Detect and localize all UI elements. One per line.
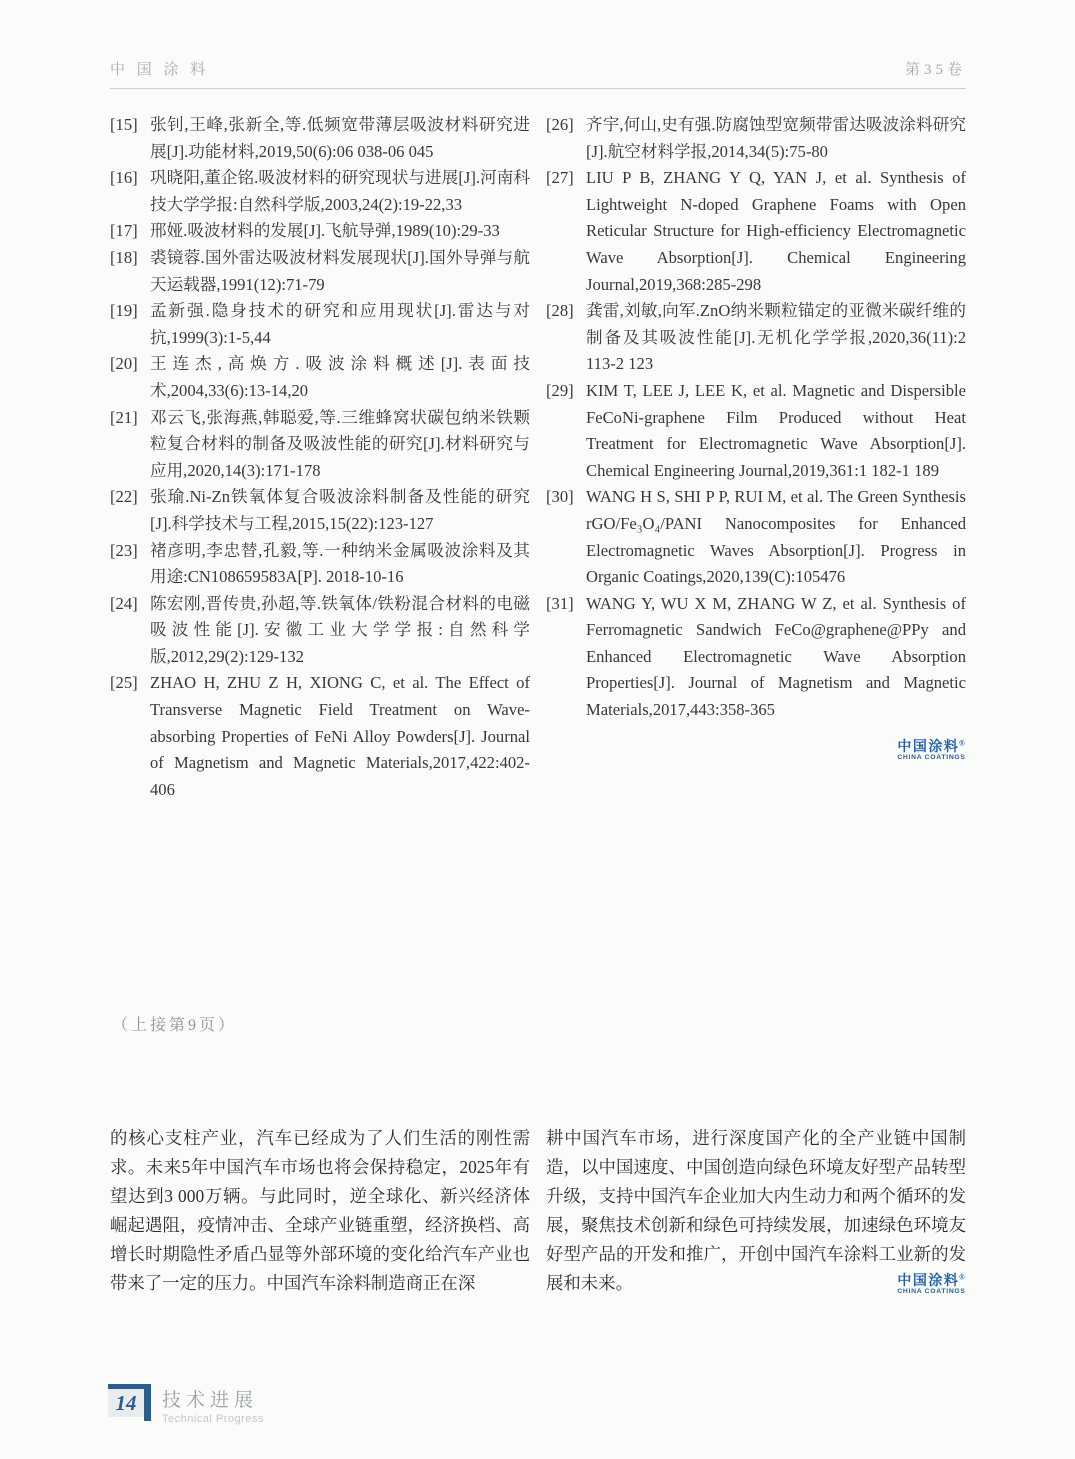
reference-text: 邓云飞,张海燕,韩聪爱,等.三维蜂窝状碳包纳米铁颗粒复合材料的制备及吸波性能的研究[J].材料研究与应用,2020,14(3):171-178 — [150, 407, 530, 480]
registered-mark: ® — [959, 1274, 966, 1282]
journal-title: 中 国 涂 料 — [110, 62, 210, 78]
section-title-en: Technical Progress — [162, 1413, 264, 1425]
page-footer — [108, 1384, 264, 1425]
continued-from-note: （上接第9页） — [112, 1017, 238, 1034]
reference-number: [19] — [110, 301, 138, 321]
reference-item — [110, 538, 530, 591]
volume-label: 第35卷 — [904, 62, 966, 78]
reference-number: [18] — [110, 247, 138, 267]
page-number: 14 — [115, 1390, 137, 1415]
registered-mark: ® — [959, 740, 966, 747]
reference-text: 裘镜蓉.国外雷达吸波材料发展现状[J].国外导弹与航天运载器,1991(12):71-79 — [150, 247, 530, 294]
reference-item — [546, 591, 966, 724]
logo-cn-text: 中国涂料® — [897, 737, 966, 754]
reference-item — [110, 405, 530, 485]
reference-item — [546, 112, 966, 165]
body-column-right — [546, 1124, 966, 1298]
reference-number: [31] — [546, 593, 574, 613]
reference-item — [110, 484, 530, 537]
reference-number: [23] — [110, 540, 138, 560]
reference-item — [546, 165, 966, 298]
page-header — [110, 58, 966, 89]
footer-section-labels — [162, 1384, 264, 1425]
reference-item — [546, 298, 966, 378]
article-body — [110, 1124, 966, 1298]
reference-number: [20] — [110, 354, 138, 374]
page-number-badge — [108, 1384, 152, 1421]
china-coatings-logo — [897, 738, 966, 762]
reference-item — [546, 484, 966, 590]
reference-number: [17] — [110, 221, 138, 241]
reference-number: [26] — [546, 115, 574, 134]
reference-text: 张钊,王峰,张新全,等.低频宽带薄层吸波材料研究进展[J].功能材料,2019,50(6):06 038-06 045 — [150, 115, 530, 161]
reference-text: 齐宇,何山,史有强.防腐蚀型宽频带雷达吸波涂料研究[J].航空材料学报,2014,34(5):75-80 — [586, 115, 966, 161]
reference-text: 褚彦明,李忠替,孔毅,等.一种纳米金属吸波涂料及其用途:CN108659583A[P]. 2018-10-16 — [150, 540, 530, 587]
reference-item — [110, 351, 530, 404]
reference-text: WANG Y, WU X M, ZHANG W Z, et al. Synthesis of Ferromagnetic Sandwich FeCo@graphene@PPy and Enhanced Electromagnetic Wave Absorption Properties[J]. Journal of Magnetism and Magnetic Materials,2017,443:358-365 — [586, 593, 966, 720]
reference-text: 张瑜.Ni-Zn铁氧体复合吸波涂料制备及性能的研究[J].科学技术与工程,2015,15(22):123-127 — [150, 487, 530, 533]
reference-text: 孟新强.隐身技术的研究和应用现状[J].雷达与对抗,1999(3):1-5,44 — [150, 301, 530, 347]
reference-number: [25] — [110, 673, 138, 693]
reference-number: [29] — [546, 380, 574, 400]
reference-number: [27] — [546, 168, 574, 188]
logo-cn-text: 中国涂料® — [897, 1272, 966, 1289]
references-end-mark — [546, 738, 966, 764]
body-text-right: 耕中国汽车市场，进行深度国产化的全产业链中国制造，以中国速度、中国创造向绿色环境友好型产品转型升级，支持中国汽车企业加大内生动力和两个循环的发展，聚焦技术创新和绿色可持续发展，加速绿色环境友好型产品的开发和推广，开创中国汽车涂料工业新的发展和未来。 — [546, 1128, 966, 1293]
reference-number: [22] — [110, 487, 138, 507]
reference-number: [30] — [546, 487, 574, 507]
references-column-left — [110, 112, 530, 803]
references-section — [110, 112, 966, 803]
reference-text: KIM T, LEE J, LEE K, et al. Magnetic and Dispersible FeCoNi-graphene Film Produced without Heat Treatment for Electromagnetic Wave Absorption[J]. Chemical Engineering Journal,2019,361:1 182-1 189 — [586, 380, 966, 480]
reference-item — [110, 591, 530, 671]
reference-text: ZHAO H, ZHU Z H, XIONG C, et al. The Effect of Transverse Magnetic Field Treatment on Wave-absorbing Properties of FeNi Alloy Powders[J]. Journal of Magnetism and Magnetic Materials,2017,422:402-406 — [150, 673, 530, 799]
badge-right-bar — [144, 1384, 151, 1421]
reference-text: WANG H S, SHI P P, RUI M, et al. The Green Synthesis rGO/Fe₃O₄/PANI Nanocomposites for Enhanced Electromagnetic Waves Absorption[J]. Progress in Organic Coatings,2020,139(C):105476 — [586, 487, 966, 587]
logo-en-text: CHINA COATINGS — [897, 1288, 966, 1296]
reference-number: [28] — [546, 301, 574, 321]
reference-number: [15] — [110, 115, 138, 134]
reference-item — [110, 245, 530, 298]
references-column-right — [546, 112, 966, 803]
body-column-left: 的核心支柱产业，汽车已经成为了人们生活的刚性需求。未来5年中国汽车市场也将会保持稳定，2025年有望达到3 000万辆。与此同时，逆全球化、新兴经济体崛起遇阻，疫情冲击、全球产业链重塑，经济换档、高增长时期隐性矛盾凸显等外部环境的变化给汽车产业也带来了一定的压力。中国汽车涂料制造商正在深 — [110, 1128, 530, 1293]
reference-text: 王连杰,高焕方.吸波涂料概述[J].表面技术,2004,33(6):13-14,20 — [150, 354, 530, 400]
reference-number: [24] — [110, 593, 138, 613]
reference-number: [21] — [110, 407, 138, 427]
logo-en-text: CHINA COATINGS — [897, 753, 966, 761]
reference-text: 龚雷,刘敏,向军.ZnO纳米颗粒锚定的亚微米碳纤维的制备及其吸波性能[J].无机化学学报,2020,36(11):2 113-2 123 — [586, 301, 966, 374]
reference-item — [546, 378, 966, 484]
reference-number: [16] — [110, 168, 138, 188]
reference-item — [110, 298, 530, 351]
reference-item — [110, 218, 530, 245]
reference-text: 邢娅.吸波材料的发展[J].飞航导弹,1989(10):29-33 — [150, 221, 500, 241]
reference-text: 巩晓阳,董企铭.吸波材料的研究现状与进展[J].河南科技大学学报:自然科学版,2003,24(2):19-22,33 — [150, 168, 530, 214]
reference-item — [110, 112, 530, 165]
reference-text: LIU P B, ZHANG Y Q, YAN J, et al. Synthesis of Lightweight N-doped Graphene Foams with Open Reticular Structure for High-efficiency Electromagnetic Wave Absorption[J]. Chemical Engineering Journal,2019,368:285-298 — [586, 168, 966, 294]
reference-item — [110, 670, 530, 803]
china-coatings-logo — [897, 1272, 966, 1296]
reference-text: 陈宏刚,晋传贵,孙超,等.铁氧体/铁粉混合材料的电磁吸波性能[J].安徽工业大学学报:自然科学版,2012,29(2):129-132 — [150, 593, 530, 666]
section-title: 技术进展 — [162, 1390, 259, 1411]
reference-item — [110, 165, 530, 218]
